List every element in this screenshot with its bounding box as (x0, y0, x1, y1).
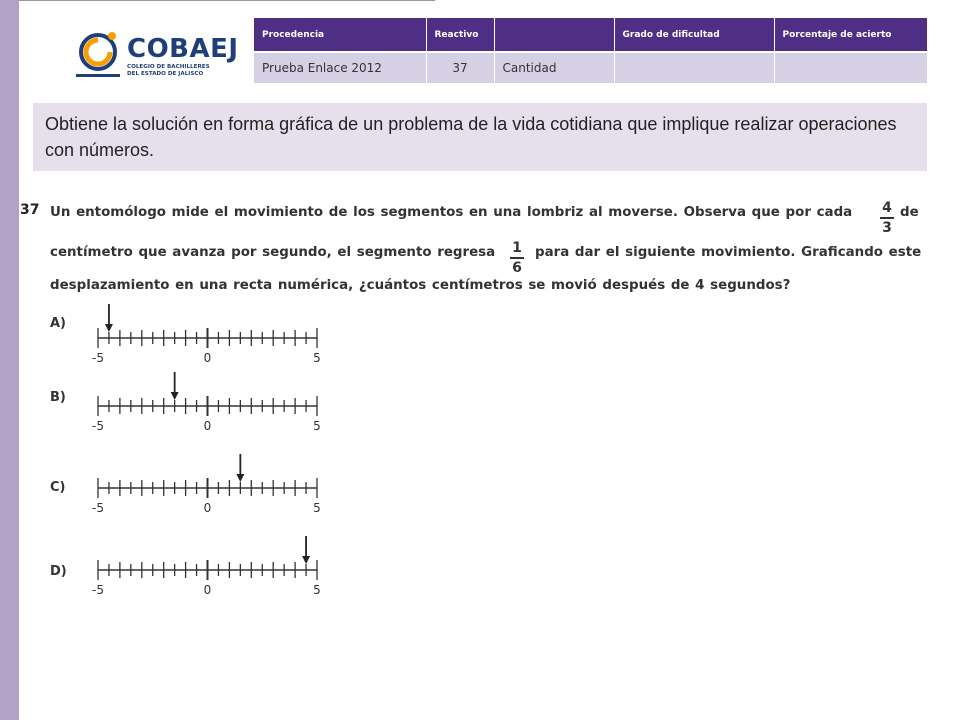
col-reactivo: Reactivo (426, 18, 494, 52)
fraction-back (510, 240, 524, 276)
cell-porcentaje-acierto (774, 52, 927, 83)
option-a-label: A) (50, 316, 67, 331)
cobaej-emblem-icon (72, 30, 120, 82)
tick-label: 5 (313, 501, 321, 515)
option-d-label: D) (50, 564, 67, 579)
fraction-advance-numerator: 4 (882, 200, 892, 216)
tick-label: 0 (203, 351, 212, 365)
fraction-back-numerator: 1 (512, 240, 522, 256)
tick-label: -5 (92, 583, 104, 597)
fraction-back-denominator: 6 (512, 260, 522, 276)
tick-label: 5 (313, 583, 321, 597)
tick-label: 5 (313, 351, 321, 365)
logo-wordmark: COBAEJ (127, 34, 239, 64)
tick-label: 0 (203, 419, 212, 433)
col-grado-dificultad: Grado de dificultad (614, 18, 774, 52)
option-c-label: C) (50, 480, 66, 495)
tick-label: -5 (92, 501, 104, 515)
tick-label: 0 (203, 501, 212, 515)
fraction-advance (880, 200, 894, 236)
arrow-down-icon (171, 392, 179, 400)
number-line-option-b (86, 368, 336, 432)
question-line-1-end: de (900, 205, 919, 220)
fraction-advance-denominator: 3 (882, 220, 892, 236)
cell-reactivo: 37 (426, 52, 494, 83)
tick-label: 5 (313, 419, 321, 433)
question-number: 37 (20, 202, 40, 218)
arrow-down-icon (302, 556, 310, 564)
number-line-option-d (86, 532, 336, 596)
top-divider (19, 0, 435, 1)
arrow-down-icon (105, 324, 113, 332)
table-row (254, 52, 927, 83)
number-line-option-c (86, 450, 336, 514)
logo-subtitle (127, 64, 237, 78)
cell-tema: Cantidad (494, 52, 614, 83)
cell-grado-dificultad (614, 52, 774, 83)
tick-label: 0 (203, 583, 212, 597)
cobaej-logo (72, 30, 239, 86)
arrow-down-icon (236, 474, 244, 482)
col-porcentaje-acierto: Porcentaje de acierto (774, 18, 927, 52)
logo-subtitle-line1: COLEGIO DE BACHILLERES (127, 64, 210, 70)
logo-subtitle-line2: DEL ESTADO DE JALISCO (127, 71, 204, 77)
objective-box: Obtiene la solución en forma gráfica de un problema de la vida cotidiana que implique realizar operaciones con números. (33, 103, 927, 171)
reactivo-info-table (254, 18, 928, 83)
cell-procedencia: Prueba Enlace 2012 (254, 52, 426, 83)
fraction-bar (880, 217, 894, 219)
option-b-label: B) (50, 390, 66, 405)
col-empty (494, 18, 614, 52)
left-stripe (0, 0, 19, 720)
number-line-option-a (86, 300, 336, 364)
question-line-2-end: para dar el siguiente movimiento. Graficando este (535, 245, 922, 260)
question-line-2: centímetro que avanza por segundo, el segmento regresa (50, 245, 496, 260)
question-line-3: desplazamiento en una recta numérica, ¿cuántos centímetros se movió después de 4 segundos? (50, 278, 791, 293)
question-line-1: Un entomólogo mide el movimiento de los segmentos en una lombriz al moverse. Observa que por cada (50, 205, 853, 220)
tick-label: -5 (92, 351, 104, 365)
table-header-row (254, 18, 927, 52)
tick-label: -5 (92, 419, 104, 433)
fraction-bar (510, 257, 524, 259)
col-procedencia: Procedencia (254, 18, 426, 52)
